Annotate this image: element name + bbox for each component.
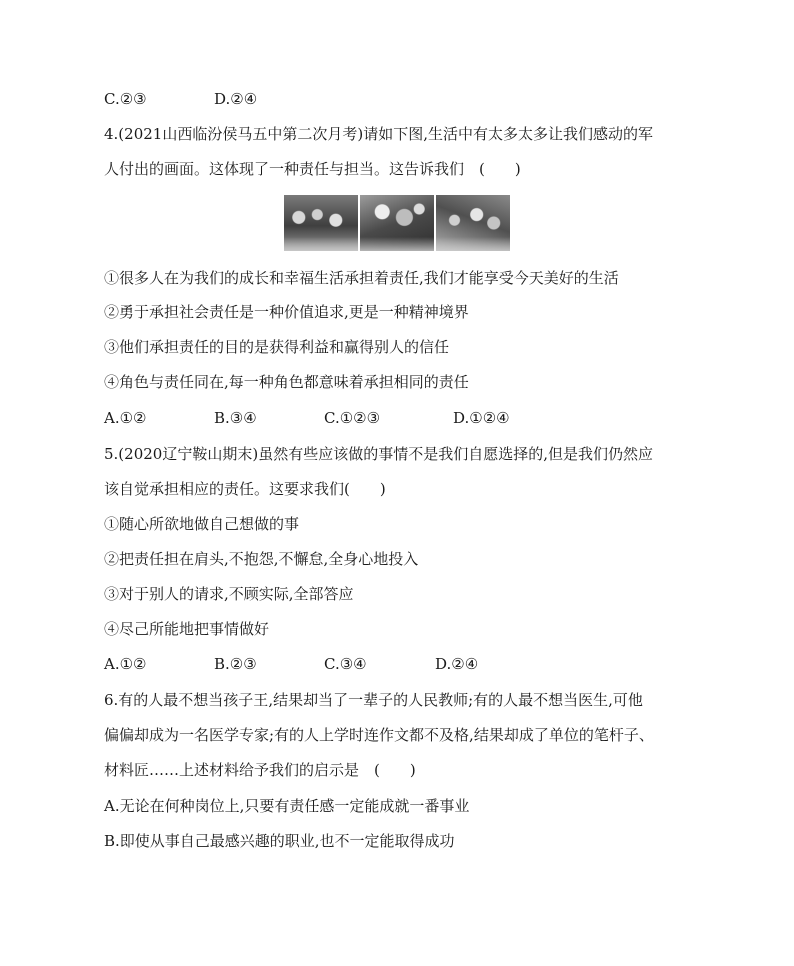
q6-stem-line2: 偏偏却成为一名医学专家;有的人上学时连作文都不及格,结果却成了单位的笔杆子、 [104, 726, 654, 744]
q5-option-a: A.①② [104, 655, 147, 673]
q5-stem-line1: 5.(2020辽宁鞍山期末)虽然有些应该做的事情不是我们自愿选择的,但是我们仍然应 [104, 445, 653, 463]
q4-option-a: A.①② [104, 409, 147, 427]
q5-statement-3: ③对于别人的请求,不顾实际,全部答应 [104, 585, 354, 603]
q4-option-b: B.③④ [214, 409, 257, 427]
q4-stem-line1: 4.(2021山西临汾侯马五中第二次月考)请如下图,生活中有太多太多让我们感动的军 [104, 125, 653, 143]
q6-stem-line1: 6.有的人最不想当孩子王,结果却当了一辈子的人民教师;有的人最不想当医生,可他 [104, 691, 643, 709]
q4-option-c: C.①②③ [324, 409, 381, 427]
prev-option-c: C.②③ [104, 90, 147, 108]
q4-statement-4: ④角色与责任同在,每一种角色都意味着承担相同的责任 [104, 373, 469, 391]
soldier-photo-3 [436, 195, 510, 251]
q4-statement-2: ②勇于承担社会责任是一种价值追求,更是一种精神境界 [104, 303, 469, 321]
q5-option-d: D.②④ [435, 655, 479, 673]
prev-option-d: D.②④ [214, 90, 258, 108]
soldier-photo-2 [360, 195, 434, 251]
q5-statement-4: ④尽己所能地把事情做好 [104, 620, 270, 638]
q4-option-d: D.①②④ [453, 409, 510, 427]
q5-statement-2: ②把责任担在肩头,不抱怨,不懈怠,全身心地投入 [104, 550, 419, 568]
q6-option-a: A.无论在何种岗位上,只要有责任感一定能成就一番事业 [104, 797, 470, 815]
q5-option-b: B.②③ [214, 655, 257, 673]
soldier-photo-1 [284, 195, 358, 251]
q6-option-b: B.即使从事自己最感兴趣的职业,也不一定能取得成功 [104, 832, 455, 850]
q5-option-c: C.③④ [324, 655, 367, 673]
q4-photo-strip [284, 195, 510, 251]
q6-stem-line3: 材料匠……上述材料给予我们的启示是 ( ) [104, 761, 416, 779]
q4-stem-line2: 人付出的画面。这体现了一种责任与担当。这告诉我们 ( ) [104, 160, 521, 178]
q4-statement-1: ①很多人在为我们的成长和幸福生活承担着责任,我们才能享受今天美好的生活 [104, 269, 619, 287]
q4-statement-3: ③他们承担责任的目的是获得利益和赢得别人的信任 [104, 338, 450, 356]
q5-statement-1: ①随心所欲地做自己想做的事 [104, 515, 300, 533]
q5-stem-line2: 该自觉承担相应的责任。这要求我们( ) [104, 480, 386, 498]
